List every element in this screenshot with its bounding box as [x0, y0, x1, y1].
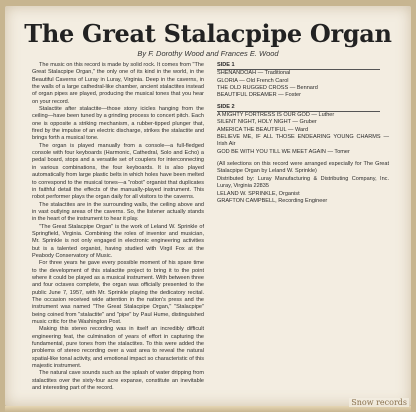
liner-notes	[32, 62, 389, 394]
byline: By F. Dorothy Wood and Frances E. Wood	[137, 49, 279, 58]
watermark: Snow records	[351, 398, 407, 407]
track-item: BEAUTIFUL DREAMER — Foster	[217, 92, 301, 99]
track-item: BELIEVE ME, IF ALL THOSE ENDEARING YOUNG CHARMS — Irish Air	[217, 134, 389, 148]
track-item: AMERICA THE BEAUTIFUL — Ward	[217, 126, 309, 133]
paragraph: Stalactite after stalactite—those stony icicles hanging from the ceiling—have been tuned by a grinding process to concert pitch. Each one is opposite a striking mechanism, a rubber-tipped plunger that, fired by the impulse of an electric discharge, strikes the stalactite and brings forth a musical tone.	[32, 106, 204, 142]
paragraph: The stalactites are in the surrounding walls, the ceiling above and in vast outlying areas of the caverns. So, the listener actually stands in the heart of the instrument to hear it play.	[32, 201, 204, 223]
credit-line: (All selections on this record were arranged especially for The Great Stalacpipe Organ by Leland W. Sprinkle)	[217, 161, 389, 175]
paragraph: Making this stereo recording was in itself an incredibly difficult engineering feat, the culmination of years of effort in capturing the fundamental, pure tones from the stalactites. To this were added the problems of stereo recording over a vast area to reveal the natural spatial-like tonal activity, and emotional impact so characteristic of this majestic instrument.	[32, 326, 204, 370]
credit-line: LELAND W. SPRINKLE, Organist	[217, 190, 300, 197]
track-item: A MIGHTY FORTRESS IS OUR GOD — Luther	[217, 112, 335, 119]
credit-line: GRAFTON CAMPBELL, Recording Engineer	[217, 197, 328, 204]
credits	[217, 161, 389, 205]
track-item: THE OLD RUGGED CROSS — Bennard	[217, 85, 318, 92]
record-jacket-back	[5, 6, 411, 406]
paragraph: The organ is played manually from a console—a full-fledged console with four keyboards (Harmonic, Cathedral, Solo and Echo) a pedal board, stops and a versatile set of couplers for interconnecting in various combinations, the four keyboards. It is also played automatically from large plastic belts in which holes have been melted to correspond to the musical tones—a "robot" organist that duplicates in faithful detail the effects of the manually-played instrument. This robot performer plays the organ daily for all visitors to the caverns.	[32, 142, 204, 201]
track-item: GLORIA — Old French Carol	[217, 77, 289, 84]
paragraph: The natural cave sounds such as the splash of water dripping from stalactites over the sixty-four acre expanse, constitute an inevitable and interesting part of the record.	[32, 370, 204, 392]
page-title: The Great Stalacpipe Organ	[24, 19, 392, 48]
paragraph: The music on this record is made by solid rock. It comes from "The Great Stalacpipe Organ," the only one of its kind in the world, in the Beautiful Caverns of Luray in Luray, Virginia. Deep in the caverns, in the walls of a large cathedral-like chamber, ancient stalactites instead of organ pipes are played, producing the musical tones that you hear on your record.	[32, 62, 204, 105]
paragraph: "The Great Stalacpipe Organ" is the work of Leland W. Sprinkle of Springfield, Virginia. Combining the roles of inventor and musician, Mr. Sprinkle is not only engaged in electronic engineering activities but is a talented organist, having studied with Virgil Fox at the Peabody Conservatory of Music.	[32, 223, 204, 259]
track-item: GOD BE WITH YOU TILL WE MEET AGAIN — Tomer	[217, 148, 350, 155]
side-2-heading: SIDE 2	[217, 104, 380, 112]
paragraph: For three years he gave every possible moment of his spare time to the development of this stalactite project to bring it to the point where it could be played as a musical instrument. With between three and four octaves complete, the organ was officially presented to the public June 7, 1957, with Mr. Sprinkle playing the dedicatory recital. The occasion received wide attention in the nation's press and the instrument was named "The Great Stalacpipe Organ," "Stalacpipe" being coined from "stalactite" and "pipe" by Paul Hume, distinguished music critic for the Washington Post.	[32, 260, 204, 326]
credit-line: Distributed by: Luray Manufacturing & Distributing Company, Inc. Luray, Virginia 22835	[217, 175, 389, 190]
track-item: SILENT NIGHT, HOLY NIGHT — Gruber	[217, 119, 317, 126]
track-item: SHENANDOAH — Traditional	[217, 70, 291, 77]
side-1-heading: SIDE 1	[217, 62, 380, 70]
